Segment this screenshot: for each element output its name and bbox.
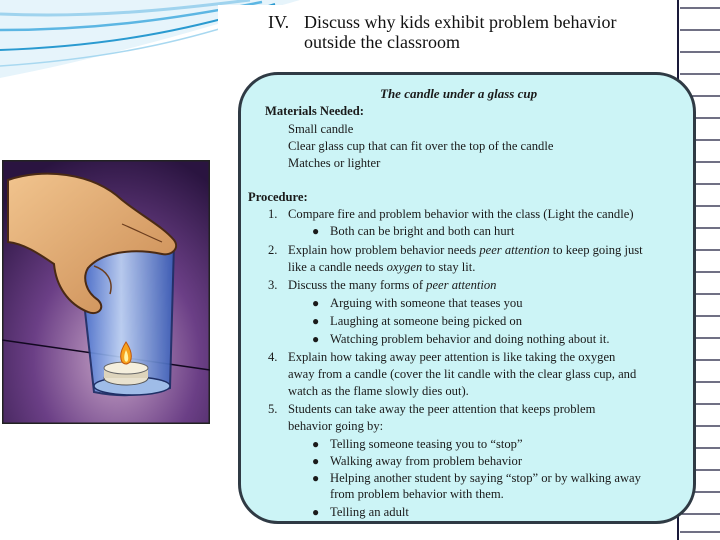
step-number: 5. [268, 402, 278, 416]
step-text: Explain how problem behavior needs peer attention to keep going just [288, 243, 643, 257]
step-bullet: Arguing with someone that teases you [330, 296, 523, 310]
card-title: The candle under a glass cup [380, 86, 538, 101]
material-item: Small candle [288, 122, 354, 136]
section-number: IV. [268, 12, 290, 32]
step-text: watch as the flame slowly dies out). [288, 384, 469, 398]
step-text: Explain how taking away peer attention is like taking the oxygen [288, 350, 616, 364]
material-item: Clear glass cup that can fit over the top of the candle [288, 139, 554, 153]
step-bullet: Walking away from problem behavior [330, 454, 523, 468]
step-text: Compare fire and problem behavior with the class (Light the candle) [288, 207, 634, 221]
step-text: Students can take away the peer attention that keeps problem [288, 402, 596, 416]
candle-under-glass-illustration [2, 160, 210, 424]
bullet-icon: ● [312, 314, 320, 328]
step-bullet: Telling an adult [330, 505, 409, 519]
step-bullet: Watching problem behavior and doing nothing about it. [330, 332, 610, 346]
step-bullet: Helping another student by saying “stop” or by walking away [330, 471, 641, 485]
bullet-icon: ● [312, 471, 320, 485]
step-bullet: Both can be bright and both can hurt [330, 224, 515, 238]
bullet-icon: ● [312, 332, 320, 346]
bullet-icon: ● [312, 296, 320, 310]
step-number: 2. [268, 243, 278, 257]
step-number: 1. [268, 207, 278, 221]
step-bullet: Telling someone teasing you to “stop” [330, 437, 523, 451]
procedure-heading: Procedure: [248, 190, 308, 204]
bullet-icon: ● [312, 437, 320, 451]
step-text: away from a candle (cover the lit candle with the clear glass cup, and [288, 367, 637, 381]
step-number: 3. [268, 278, 278, 292]
section-heading-line-1: Discuss why kids exhibit problem behavior [304, 12, 617, 32]
section-heading-line-2: outside the classroom [304, 32, 460, 52]
bullet-icon: ● [312, 224, 320, 238]
step-text: Discuss the many forms of peer attention [288, 278, 497, 292]
bullet-icon: ● [312, 454, 320, 468]
materials-heading: Materials Needed: [265, 104, 364, 118]
bullet-icon: ● [312, 505, 320, 519]
step-number: 4. [268, 350, 278, 364]
step-text: like a candle needs oxygen to stay lit. [288, 260, 476, 274]
step-bullet: Laughing at someone being picked on [330, 314, 523, 328]
step-text: behavior going by: [288, 419, 384, 433]
step-bullet-continuation: from problem behavior with them. [330, 487, 504, 501]
material-item: Matches or lighter [288, 156, 381, 170]
